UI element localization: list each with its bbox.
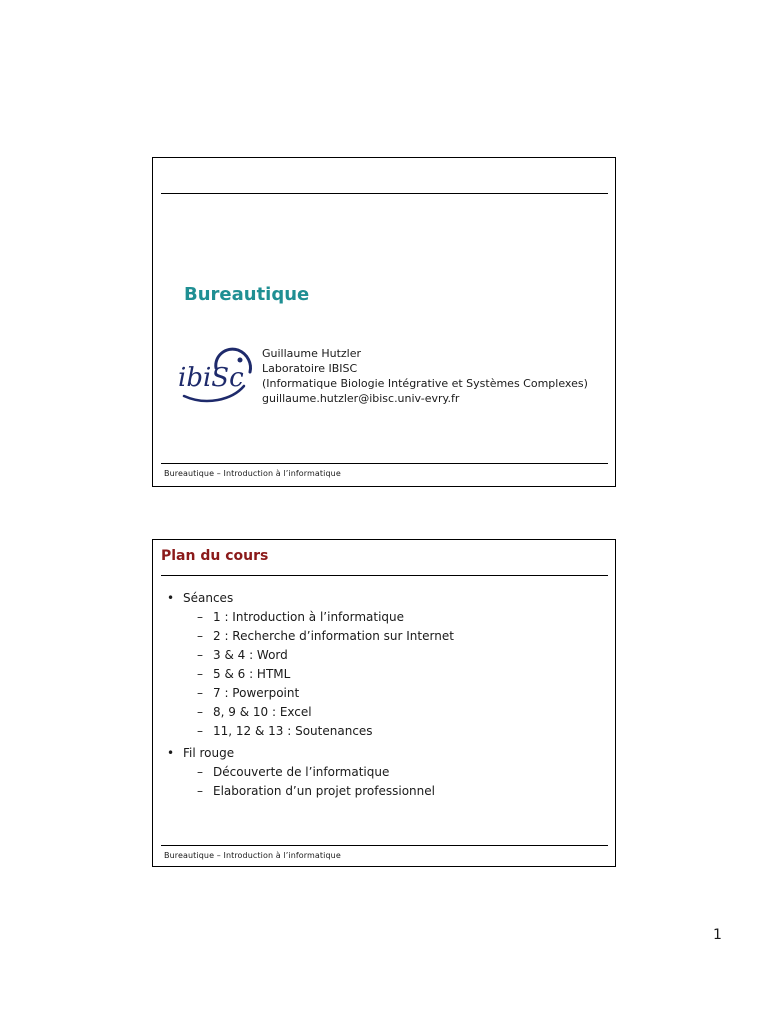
sub-item (163, 684, 454, 703)
dash-mark: – (197, 648, 203, 662)
sub-item (163, 763, 454, 782)
bullet-item (163, 744, 454, 763)
course-plan (163, 589, 454, 801)
bullet-mark: • (167, 746, 175, 760)
dash-mark: – (197, 686, 203, 700)
sub-item (163, 703, 454, 722)
footer-rule (161, 845, 608, 846)
logo-wordmark: ibiSc (178, 363, 244, 393)
slide-title-text: Bureautique (184, 284, 310, 305)
sub-item (163, 608, 454, 627)
page-number: 1 (713, 927, 722, 943)
lab-full-name: (Informatique Biologie Intégrative et Systèmes Complexes) (262, 377, 588, 390)
sub-item-text: Découverte de l’informatique (213, 765, 390, 779)
sub-item (163, 782, 454, 801)
author-email: guillaume.hutzler@ibisc.univ-evry.fr (262, 392, 460, 405)
sub-item (163, 722, 454, 741)
sub-item-text: 5 & 6 : HTML (213, 667, 291, 681)
author-info (262, 346, 588, 406)
dash-mark: – (197, 667, 203, 681)
bullet-text: Fil rouge (183, 746, 235, 760)
author-name: Guillaume Hutzler (262, 347, 362, 360)
bullet-mark: • (167, 591, 175, 605)
sub-item-text: 8, 9 & 10 : Excel (213, 705, 312, 719)
dash-mark: – (197, 724, 203, 738)
dash-mark: – (197, 610, 203, 624)
lab-name: Laboratoire IBISC (262, 362, 358, 375)
sub-item (163, 665, 454, 684)
slide-plan (152, 539, 616, 867)
footer-rule (161, 463, 608, 464)
sub-item-text: 2 : Recherche d’information sur Internet (213, 629, 454, 643)
dash-mark: – (197, 629, 203, 643)
sub-item (163, 627, 454, 646)
sub-item-text: 1 : Introduction à l’informatique (213, 610, 405, 624)
dash-mark: – (197, 765, 203, 779)
sub-item-text: 7 : Powerpoint (213, 686, 300, 700)
slide-title (152, 157, 616, 487)
header-rule (161, 575, 608, 576)
sub-item-text: 3 & 4 : Word (213, 648, 288, 662)
bullet-item (163, 589, 454, 608)
ibisc-logo-icon (176, 346, 256, 406)
slide-footer: Bureautique – Introduction à l’informatique (164, 469, 341, 478)
sub-item-text: Elaboration d’un projet professionnel (213, 784, 435, 798)
sub-item (163, 646, 454, 665)
header-rule (161, 193, 608, 194)
dash-mark: – (197, 784, 203, 798)
slide-title-text: Plan du cours (161, 548, 269, 564)
slide-footer: Bureautique – Introduction à l’informatique (164, 851, 341, 860)
dash-mark: – (197, 705, 203, 719)
sub-item-text: 11, 12 & 13 : Soutenances (213, 724, 373, 738)
bullet-text: Séances (183, 591, 234, 605)
